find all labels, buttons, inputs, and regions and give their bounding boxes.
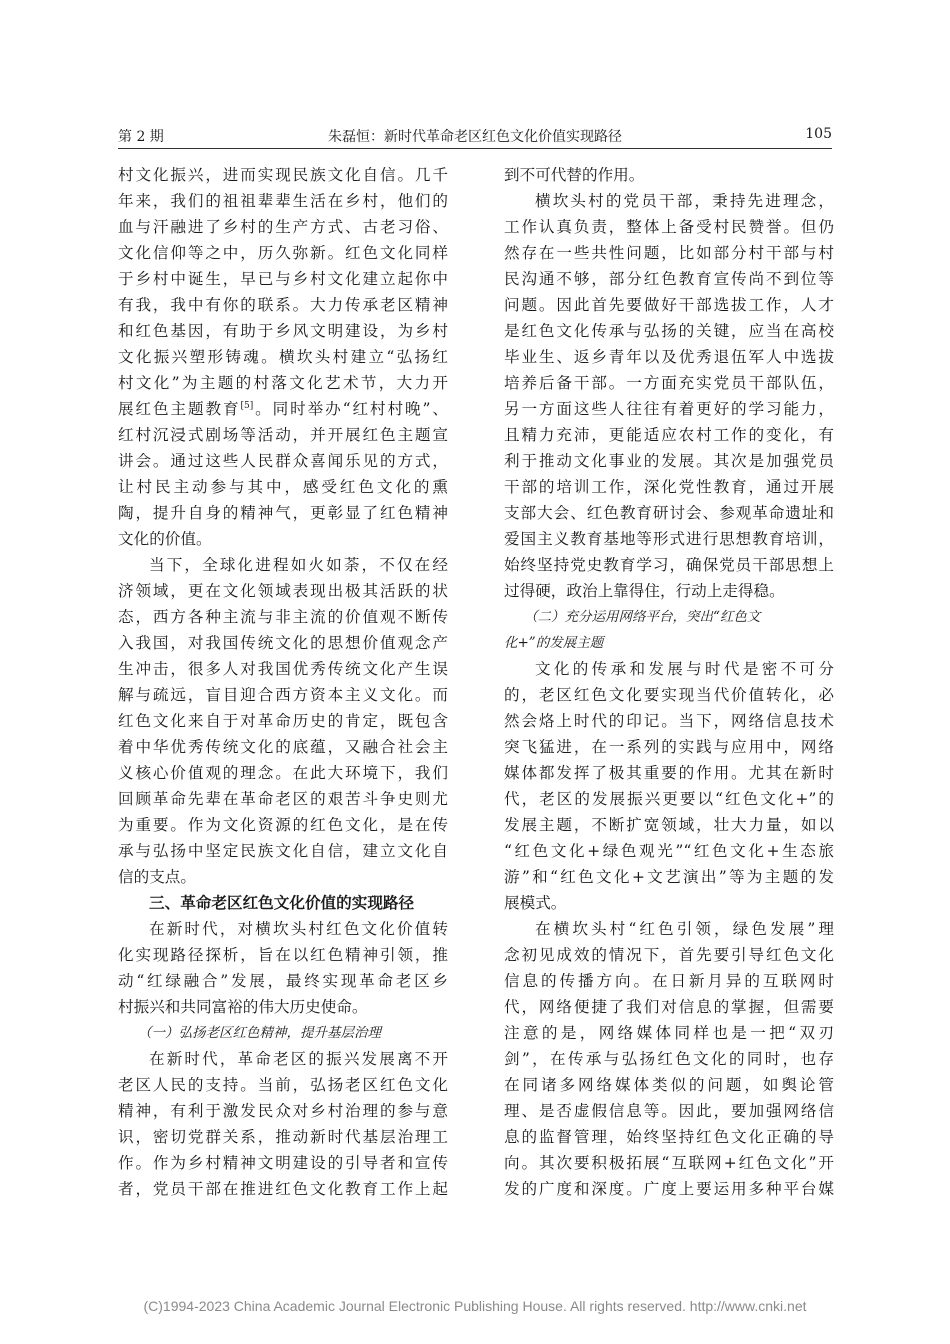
text-line: 工作认真负责，整体上备受村民赞誉。但仍 <box>504 218 834 236</box>
subsection-heading: （一）弘扬老区红色精神，提升基层治理 <box>138 1025 381 1041</box>
text-line: 念初见成效的情况下，首先要引导红色文化 <box>504 946 834 964</box>
text-line: 血与汗融进了乡村的生产方式、古老习俗、 <box>118 218 448 236</box>
text-line: 展红色主题教育[5]。同时举办“红村村晚”、 <box>118 400 448 418</box>
text-line: 当下，全球化进程如火如荼，不仅在经 <box>149 556 448 574</box>
text-line: 在横坎头村“红色引领，绿色发展”理 <box>535 920 834 938</box>
text-line: 态，西方各种主流与非主流的价值观不断传 <box>118 608 448 626</box>
text-line: 游”和“红色文化+文艺演出”等为主题的发 <box>504 868 834 886</box>
text-line: 让村民主动参与其中，感受红色文化的熏 <box>118 478 448 496</box>
text-line: 代，网络便捷了我们对信息的掌握，但需要 <box>504 998 834 1016</box>
text-line: 入我国，对我国传统文化的思想价值观念产 <box>118 634 448 652</box>
text-line: 精神，有利于激发民众对乡村治理的参与意 <box>118 1102 448 1120</box>
subsection-heading: （二）充分运用网络平台，突出“红色文 <box>524 609 761 625</box>
text-line: 村文化振兴，进而实现民族文化自信。几千 <box>118 166 448 184</box>
text-line: “红色文化+绿色观光”“红色文化+生态旅 <box>504 842 834 860</box>
text-line: 息的监督管理，始终坚持红色文化正确的导 <box>504 1128 834 1146</box>
text-line: 突飞猛进，在一系列的实践与应用中，网络 <box>504 738 834 756</box>
text-line: 有我，我中有你的联系。大力传承老区精神 <box>118 296 448 314</box>
issue-number: 第 2 期 <box>118 129 164 145</box>
text-line: 红村沉浸式剧场等活动，并开展红色主题宣 <box>118 426 448 444</box>
text-line: 且精力充沛，更能适应农村工作的变化，有 <box>504 426 834 444</box>
text-line: 作。作为乡村精神文明建设的引导者和宣传 <box>118 1154 448 1172</box>
subsection-heading: 化+”的发展主题 <box>504 635 604 651</box>
text-line: 剑”，在传承与弘扬红色文化的同时，也存 <box>504 1050 834 1068</box>
text-line: 生冲击，很多人对我国优秀传统文化产生误 <box>118 660 448 678</box>
text-line: 问题。因此首先要做好干部选拔工作，人才 <box>504 296 834 314</box>
section-heading: 三、革命老区红色文化价值的实现路径 <box>149 894 415 912</box>
text-line: 着中华优秀传统文化的底蕴，又融合社会主 <box>118 738 448 756</box>
text-line: 年来，我们的祖祖辈辈生活在乡村，他们的 <box>118 192 448 210</box>
text-line: 在新时代，革命老区的振兴发展离不开 <box>149 1050 448 1068</box>
running-header <box>118 124 832 149</box>
text-line: 到不可代替的作用。 <box>504 166 645 184</box>
text-line: 是红色文化传承与弘扬的关键，应当在高校 <box>504 322 834 340</box>
text-line: 义核心价值观的理念。在此大环境下，我们 <box>118 764 448 782</box>
text-line: 老区人民的支持。当前，弘扬老区红色文化 <box>118 1076 448 1094</box>
text-line: 横坎头村的党员干部，秉持先进理念， <box>535 192 834 210</box>
text-line: 在同诸多网络媒体类似的问题，如舆论管 <box>504 1076 834 1094</box>
citation-ref: [5] <box>240 400 254 411</box>
text-line: 文化的价值。 <box>118 530 212 548</box>
text-line: 干部的培训工作，深化党性教育，通过开展 <box>504 478 834 496</box>
text-line: 展模式。 <box>504 894 567 912</box>
text-line: 代，老区的发展振兴更要以“红色文化+”的 <box>504 790 834 808</box>
text-line: 利于推动文化事业的发展。其次是加强党员 <box>504 452 834 470</box>
text-line: 然存在一些共性问题，比如部分村干部与村 <box>504 244 834 262</box>
text-line: 为重要。作为文化资源的红色文化，是在传 <box>118 816 448 834</box>
right-column <box>504 162 834 1202</box>
text-line: 的，老区红色文化要实现当代价值转化，必 <box>504 686 834 704</box>
text-line: 信的支点。 <box>118 868 196 886</box>
text-line: 济领域，更在文化领域表现出极其活跃的状 <box>118 582 448 600</box>
text-line: 回顾革命先辈在革命老区的艰苦斗争史则尤 <box>118 790 448 808</box>
text-line: 承与弘扬中坚定民族文化自信，建立文化自 <box>118 842 448 860</box>
text-line: 文化的传承和发展与时代是密不可分 <box>535 660 834 678</box>
text-line: 村文化”为主题的村落文化艺术节，大力开 <box>118 374 448 392</box>
text-line: 支部大会、红色教育研讨会、参观革命遗址和 <box>504 504 834 522</box>
text-line: 然会烙上时代的印记。当下，网络信息技术 <box>504 712 834 730</box>
text-line: 解与疏远，盲目迎合西方资本主义文化。而 <box>118 686 448 704</box>
text-line: 和红色基因，有助于乡风文明建设，为乡村 <box>118 322 448 340</box>
text-line: 理、是否虚假信息等。因此，要加强网络信 <box>504 1102 834 1120</box>
text-line: 注意的是，网络媒体同样也是一把“双刃 <box>504 1024 834 1042</box>
text-line: 爱国主义教育基地等形式进行思想教育培训， <box>504 530 834 548</box>
running-title: 朱磊恒：新时代革命老区红色文化价值实现路径 <box>328 129 622 145</box>
text-line: 陶，提升自身的精神气，更彰显了红色精神 <box>118 504 448 522</box>
text-line: 红色文化来自于对革命历史的肯定，既包含 <box>118 712 448 730</box>
text-line: 另一方面这些人往往有着更好的学习能力， <box>504 400 834 418</box>
text-line: 发的广度和深度。广度上要运用多种平台媒 <box>504 1180 834 1198</box>
text-line: 向。其次要积极拓展“互联网+红色文化”开 <box>504 1154 834 1172</box>
text-line: 于乡村中诞生，早已与乡村文化建立起你中 <box>118 270 448 288</box>
text-line: 讲会。通过这些人民群众喜闻乐见的方式， <box>118 452 448 470</box>
text-line: 村振兴和共同富裕的伟大历史使命。 <box>118 998 368 1016</box>
text-line: 者，党员干部在推进红色文化教育工作上起 <box>118 1180 448 1198</box>
text-line: 民沟通不够，部分红色教育宣传尚不到位等 <box>504 270 834 288</box>
text-line: 过得硬，政治上靠得住，行动上走得稳。 <box>504 582 785 600</box>
text-line: 在新时代，对横坎头村红色文化价值转 <box>149 920 448 938</box>
text-line: 培养后备干部。一方面充实党员干部队伍， <box>504 374 834 392</box>
text-line: 信息的传播方向。在日新月异的互联网时 <box>504 972 834 990</box>
text-line: 识，密切党群关系，推动新时代基层治理工 <box>118 1128 448 1146</box>
text-line: 化实现路径探析，旨在以红色精神引领，推 <box>118 946 448 964</box>
text-line: 动“红绿融合”发展，最终实现革命老区乡 <box>118 972 448 990</box>
text-line: 文化信仰等之中，历久弥新。红色文化同样 <box>118 244 448 262</box>
left-column <box>118 162 448 1202</box>
copyright-footer: (C)1994-2023 China Academic Journal Electronic Publishing House. All rights reserved. http://www.cnki.net <box>143 1298 807 1314</box>
text-line: 发展主题，不断扩宽领域，壮大力量，如以 <box>504 816 834 834</box>
text-line: 文化振兴塑形铸魂。横坎头村建立“弘扬红 <box>118 348 448 366</box>
page-number: 105 <box>805 126 832 142</box>
text-line: 媒体都发挥了极其重要的作用。尤其在新时 <box>504 764 834 782</box>
text-line: 毕业生、返乡青年以及优秀退伍军人中选拔 <box>504 348 834 366</box>
text-line: 始终坚持党史教育学习，确保党员干部思想上 <box>504 556 834 574</box>
